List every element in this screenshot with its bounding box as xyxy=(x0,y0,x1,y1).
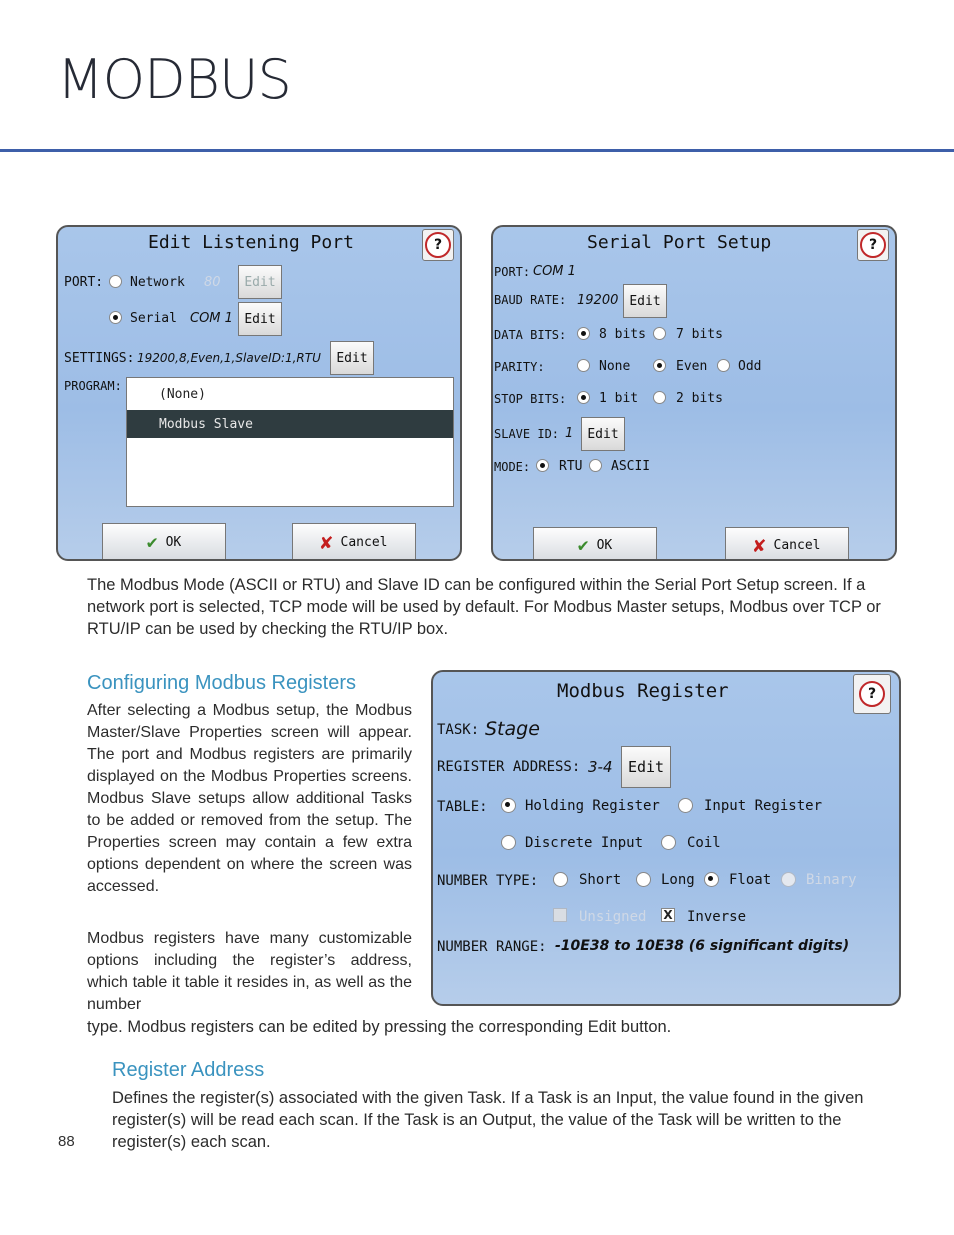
serial-radio[interactable] xyxy=(109,311,122,324)
settings-value: 19200,8,Even,1,SlaveID:1,RTU xyxy=(137,351,321,365)
unsigned-checkbox[interactable] xyxy=(553,908,567,922)
data-bits-8-label: 8 bits xyxy=(599,327,646,342)
register-address-label: REGISTER ADDRESS: xyxy=(437,759,581,775)
serial-port-setup-screen xyxy=(491,225,897,561)
data-bits-7-label: 7 bits xyxy=(676,327,723,342)
stop-bits-1-radio[interactable] xyxy=(577,391,590,404)
stop-bits-2-label: 2 bits xyxy=(676,391,723,406)
task-value: Stage xyxy=(485,718,540,740)
register-address-edit-button[interactable]: Edit xyxy=(621,746,671,788)
intro-paragraph: The Modbus Mode (ASCII or RTU) and Slave ID can be configured within the Serial Port Setup screen. If a network port is selected, TCP mode will be used by default. For Modbus Master setups, Modbus over TCP or RTU/IP can be used by checking the RTU/IP box. xyxy=(87,576,881,638)
register-address-value: 3-4 xyxy=(588,758,613,776)
settings-label: SETTINGS: xyxy=(64,351,135,366)
number-range-label: NUMBER RANGE: xyxy=(437,939,547,955)
mode-ascii-radio[interactable] xyxy=(589,459,602,472)
data-bits-8-radio[interactable] xyxy=(577,327,590,340)
serial-label: Serial xyxy=(130,311,177,326)
help-icon: ? xyxy=(860,232,886,258)
screen-title: Serial Port Setup xyxy=(587,232,772,253)
page-number: 88 xyxy=(58,1133,75,1150)
page-title: MODBUS xyxy=(57,48,291,111)
program-option-modbus-slave[interactable]: Modbus Slave xyxy=(127,410,453,438)
data-bits-7-radio[interactable] xyxy=(653,327,666,340)
serial-port-value: COM 1 xyxy=(190,311,233,326)
table-coil-label: Coil xyxy=(687,835,721,851)
settings-edit-button[interactable]: Edit xyxy=(330,341,374,375)
cancel-x-icon: ✘ xyxy=(320,530,333,554)
slave-id-label: SLAVE ID: xyxy=(494,427,560,441)
section-paragraph-1: After selecting a Modbus setup, the Modbus Master/Slave Properties screen will appear. The port and Modbus registers are primarily displayed on the Modbus Properties screens. Modbus Slave setups allow additional Tasks to be added or removed from the setup. The Properties screen may contain a few extra options dependent on where the screen was accessed. xyxy=(87,702,412,895)
checkmark-icon: ✔ xyxy=(146,531,158,553)
parity-none-radio[interactable] xyxy=(577,359,590,372)
number-type-short-radio[interactable] xyxy=(553,872,568,887)
table-input-register-radio[interactable] xyxy=(678,798,693,813)
network-port-value: 80 xyxy=(204,275,221,290)
network-radio[interactable] xyxy=(109,275,122,288)
parity-odd-radio[interactable] xyxy=(717,359,730,372)
help-icon: ? xyxy=(859,681,885,707)
stop-bits-1-label: 1 bit xyxy=(599,391,639,406)
section-heading: Configuring Modbus Registers xyxy=(87,672,357,694)
help-button[interactable] xyxy=(422,229,454,261)
slave-id-value: 1 xyxy=(565,426,574,441)
header-rule xyxy=(0,149,954,152)
help-button[interactable] xyxy=(853,674,891,714)
screen-title: Edit Listening Port xyxy=(148,232,354,253)
baud-rate-value: 19200 xyxy=(577,293,619,308)
section-paragraph-2: Modbus registers have many customizable options including the register’s address, which table it table it resides in, as well as the number xyxy=(87,930,412,1013)
help-icon: ? xyxy=(425,232,451,258)
table-discrete-input-label: Discrete Input xyxy=(525,835,644,851)
edit-listening-port-screen xyxy=(56,225,462,561)
section-paragraph-2-continued: type. Modbus registers can be edited by pressing the corresponding Edit button. xyxy=(87,1018,672,1036)
unsigned-label: Unsigned xyxy=(579,909,647,925)
cancel-label: Cancel xyxy=(773,537,821,553)
data-bits-label: DATA BITS: xyxy=(494,328,567,342)
number-type-float-radio[interactable] xyxy=(704,872,719,887)
baud-edit-button[interactable]: Edit xyxy=(623,284,667,318)
ok-label: OK xyxy=(596,537,613,553)
number-type-binary-radio[interactable] xyxy=(781,872,796,887)
slave-id-edit-button[interactable]: Edit xyxy=(581,417,625,451)
modbus-register-screen xyxy=(431,670,901,1006)
task-label: TASK: xyxy=(437,722,480,738)
network-edit-button[interactable]: Edit xyxy=(238,265,282,299)
mode-rtu-radio[interactable] xyxy=(536,459,549,472)
number-type-binary-label: Binary xyxy=(806,872,857,888)
table-holding-register-label: Holding Register xyxy=(525,798,660,814)
register-address-paragraph: Defines the register(s) associated with the given Task. If a Task is an Input, the value found in the given register(s) will be read each scan. If the Task is an Output, the value of the Task will be written to the register(s) each scan. xyxy=(112,1089,864,1151)
number-type-long-label: Long xyxy=(661,872,695,888)
parity-even-label: Even xyxy=(676,359,708,374)
program-label: PROGRAM: xyxy=(64,379,122,393)
ok-button[interactable] xyxy=(102,523,226,561)
serial-edit-button[interactable]: Edit xyxy=(238,302,282,336)
cancel-label: Cancel xyxy=(340,534,388,550)
table-coil-radio[interactable] xyxy=(661,835,676,850)
table-discrete-input-radio[interactable] xyxy=(501,835,516,850)
stop-bits-label: STOP BITS: xyxy=(494,392,567,406)
table-holding-register-radio[interactable] xyxy=(501,798,516,813)
cancel-x-icon: ✘ xyxy=(753,533,766,557)
network-label: Network xyxy=(130,275,185,290)
inverse-checkbox[interactable]: X xyxy=(661,908,675,922)
table-label: TABLE: xyxy=(437,799,488,815)
number-type-float-label: Float xyxy=(729,872,772,888)
number-type-label: NUMBER TYPE: xyxy=(437,873,539,889)
port-value: COM 1 xyxy=(533,264,576,279)
port-label: PORT: xyxy=(64,275,104,290)
register-address-heading: Register Address xyxy=(112,1059,265,1081)
stop-bits-2-radio[interactable] xyxy=(653,391,666,404)
parity-even-radio[interactable] xyxy=(653,359,666,372)
table-input-register-label: Input Register xyxy=(704,798,823,814)
parity-odd-label: Odd xyxy=(738,359,762,374)
cancel-button[interactable] xyxy=(292,523,416,561)
parity-label: PARITY: xyxy=(494,360,545,374)
program-list[interactable] xyxy=(126,377,454,507)
number-type-short-label: Short xyxy=(579,872,622,888)
parity-none-label: None xyxy=(599,359,631,374)
baud-rate-label: BAUD RATE: xyxy=(494,293,567,307)
cancel-button[interactable] xyxy=(725,527,849,561)
help-button[interactable] xyxy=(857,229,889,261)
number-type-long-radio[interactable] xyxy=(636,872,651,887)
inverse-label: Inverse xyxy=(687,909,747,925)
program-option-none[interactable]: (None) xyxy=(159,386,206,402)
mode-rtu-label: RTU xyxy=(559,459,583,474)
checkmark-icon: ✔ xyxy=(577,534,589,556)
ok-label: OK xyxy=(165,534,182,550)
mode-ascii-label: ASCII xyxy=(611,459,651,474)
number-range-value: -10E38 to 10E38 (6 significant digits) xyxy=(555,938,850,954)
mode-label: MODE: xyxy=(494,460,531,474)
port-label: PORT: xyxy=(494,265,531,279)
screen-title: Modbus Register xyxy=(557,680,729,702)
ok-button[interactable] xyxy=(533,527,657,561)
